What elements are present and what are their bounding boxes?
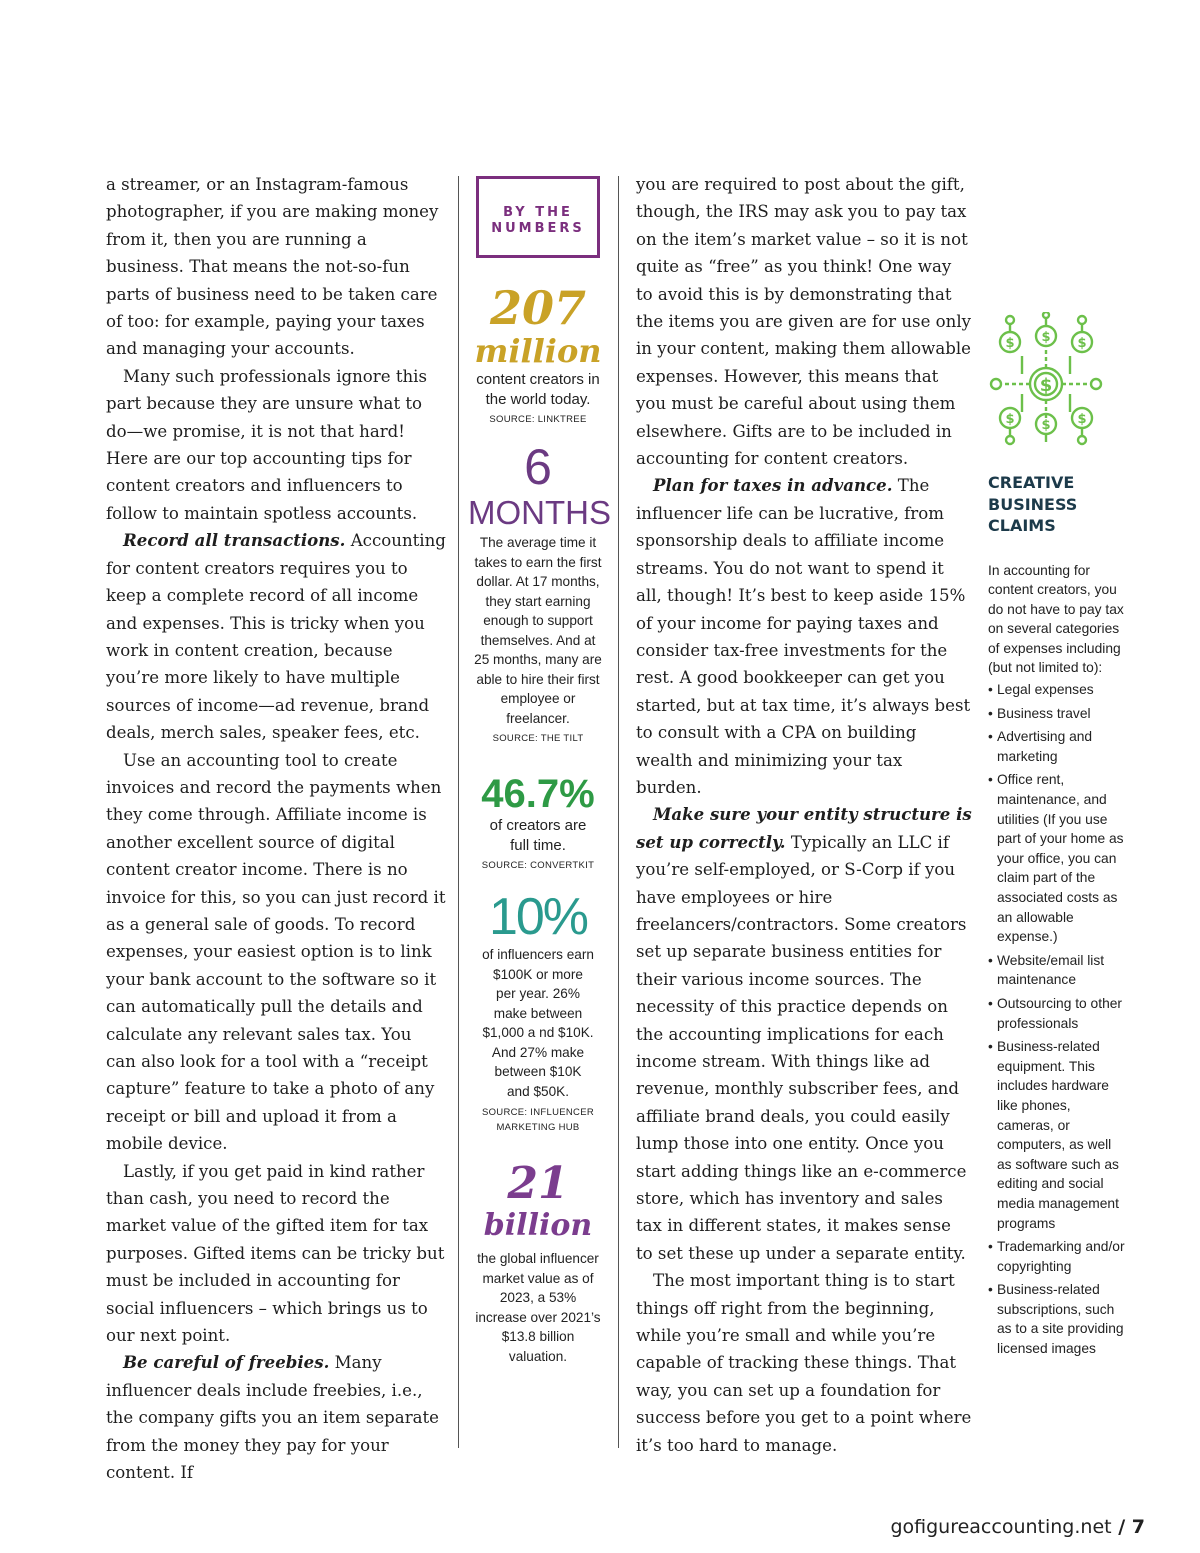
stat-number: 6 bbox=[524, 439, 552, 495]
sidebar-intro: In accounting for content creators, you do not have to pay tax on several categories of expenses including (but not limited to): bbox=[988, 562, 1124, 676]
stat-block bbox=[468, 281, 608, 427]
stat-description: content creators in the world today. bbox=[476, 371, 600, 408]
list-item: • Business-related subscriptions, such as to a site providing licensed images bbox=[988, 1280, 1128, 1358]
stat-description: The average time it takes to earn the first dollar. At 17 months, they start earning enough to support themselves. And at 25 months, many are able to hire their first employee or freelancer. bbox=[474, 535, 602, 726]
stat-number: 46.7% bbox=[481, 772, 595, 816]
by-the-numbers-sidebar bbox=[468, 176, 611, 1366]
svg-text:$: $ bbox=[1041, 418, 1051, 433]
heading-line: NUMBERS bbox=[491, 221, 585, 236]
paragraph bbox=[106, 527, 446, 746]
list-item: • Trademarking and/or copyrighting bbox=[988, 1237, 1128, 1276]
stat-description: the global influencer market value as of 2023, a 53% increase over 2021’s $13.8 billion valuation. bbox=[475, 1251, 601, 1364]
stat-block bbox=[468, 772, 608, 873]
paragraph: Use an accounting tool to create invoices and record the payments when they come through. Affiliate income is another excellent source of digital content creator income. There is no invoice for this, so you can just record it as a general sale of goods. To record expenses, your easiest option is to link your bank account to the software so it can automatically pull the details and calculate any relevant sales tax. You can also look for a tool with a “receipt capture” feature to take a photo of any receipt or bill and upload it from a mobile device. bbox=[106, 750, 446, 1154]
paragraph-lead: Plan for taxes in advance. bbox=[653, 475, 893, 496]
stat-block bbox=[468, 889, 608, 1135]
paragraph-body: Many influencer deals include freebies, i.e., the company gifts you an item separate from the money they pay for your content. If bbox=[106, 1353, 440, 1483]
paragraph-lead: Record all transactions. bbox=[123, 530, 346, 551]
stat-number: 207 bbox=[489, 281, 587, 335]
left-column bbox=[106, 171, 446, 1487]
paragraph-body: The influencer life can be lucrative, from sponsorship deals to affiliate income streams. You do not want to spend it all, though! It’s best to keep aside 15% of your income for paying taxes and consider tax-free investments for the rest. A good bookkeeper can get you started, but at tax time, it’s always best to consult with a CPA on building wealth and minimizing your tax burden. bbox=[636, 476, 971, 797]
svg-text:$: $ bbox=[1039, 375, 1053, 396]
paragraph bbox=[636, 801, 972, 1267]
paragraph bbox=[106, 1349, 446, 1486]
stat-unit: MONTHS bbox=[468, 494, 611, 531]
creative-business-claims bbox=[988, 312, 1128, 1363]
svg-text:$: $ bbox=[1077, 336, 1087, 351]
paragraph: The most important thing is to start things off right from the beginning, while you’re small and while you’re capable of tracking these things. That way, you can set up a foundation for success before you get to a point where it’s too hard to manage. bbox=[636, 1271, 972, 1455]
paragraph: you are required to post about the gift, though, the IRS may ask you to pay tax on the item’s market value – so it is not quite as “free” as you think! One way to avoid this is by demonstrating that the items you are given are for use only in your content, making them allowable expenses. However, this means that you must be careful about using them elsewhere. Gifts are to be included in accounting for content creators. bbox=[636, 175, 972, 469]
claims-list bbox=[988, 680, 1128, 1359]
stat-block bbox=[468, 1158, 608, 1366]
paragraph: Lastly, if you get paid in kind rather than cash, you need to record the market value of the gifted item for tax purposes. Gifted items can be tricky but must be included in accounting for social influencers – which brings us to our next point. bbox=[106, 1161, 445, 1346]
paragraph: Many such professionals ignore this part because they are unsure what to do—we promise, it is not that hard! Here are our top accounting tips for content creators and influencers to follow to maintain spotless accounts. bbox=[106, 366, 428, 523]
footer-site: gofigureaccounting.net bbox=[890, 1516, 1112, 1538]
svg-text:$: $ bbox=[1077, 412, 1087, 427]
paragraph-body: Accounting for content creators requires you to keep a complete record of all income and expenses. This is tricky when you work in content creation, because you’re more likely to have multiple sources of income—ad revenue, brand deals, merch sales, speaker fees, etc. bbox=[106, 531, 446, 743]
list-item: • Legal expenses bbox=[988, 680, 1128, 700]
page-footer bbox=[890, 1516, 1145, 1538]
page-number: 7 bbox=[1131, 1516, 1145, 1538]
stat-block bbox=[468, 439, 611, 746]
svg-text:$: $ bbox=[1005, 336, 1015, 351]
heading-line: BY THE bbox=[503, 205, 573, 220]
stat-unit: million bbox=[474, 332, 602, 370]
by-the-numbers-heading bbox=[476, 176, 600, 258]
list-item: • Business travel bbox=[988, 704, 1128, 724]
paragraph-body: Typically an LLC if you’re self-employed, or S-Corp if you have employees or hire freelancers/contractors. Some creators set up separate business entities for their various income sources. The necessity of this practice depends on the accounting implications for each income stream. With things like ad revenue, monthly subscriber fees, and affiliate brand deals, you could easily lump those into one entity. Once you start adding things like an e-commerce store, which has inventory and sales tax in different states, it makes sense to set these up under a separate entity. bbox=[636, 832, 967, 1263]
list-item: • Outsourcing to other professionals bbox=[988, 994, 1128, 1033]
stat-number: 10% bbox=[488, 888, 588, 946]
column-divider bbox=[618, 176, 619, 1448]
stat-unit: billion bbox=[483, 1208, 593, 1243]
money-network-icon bbox=[982, 312, 1114, 446]
list-item: • Business-related equipment. This includes hardware like phones, cameras, or computers, as well as software such as editing and social media management programs bbox=[988, 1037, 1128, 1233]
list-item: • Website/email list maintenance bbox=[988, 951, 1128, 990]
stat-source: SOURCE: THE TILT bbox=[492, 733, 584, 744]
stat-description: of influencers earn $100K or more per year. 26% make between $1,000 a nd $10K. And 27% make between $10K and $50K. bbox=[482, 947, 594, 1099]
stat-number: 21 bbox=[507, 1158, 569, 1209]
paragraph-lead: Be careful of freebies. bbox=[123, 1352, 330, 1373]
svg-text:$: $ bbox=[1005, 412, 1015, 427]
stat-source: SOURCE: INFLUENCER MARKETING HUB bbox=[481, 1107, 595, 1133]
svg-text:$: $ bbox=[1041, 330, 1051, 345]
paragraph bbox=[636, 472, 972, 801]
list-item: • Office rent, maintenance, and utilities (If you use part of your home as your office, you can claim part of the associated costs as an allowable expense.) bbox=[988, 770, 1128, 946]
column-divider bbox=[458, 176, 459, 1448]
stat-source: SOURCE: LINKTREE bbox=[489, 414, 587, 425]
list-item: • Advertising and marketing bbox=[988, 727, 1128, 766]
footer-separator: / bbox=[1111, 1516, 1132, 1538]
sidebar-title: CREATIVE BUSINESS CLAIMS bbox=[988, 473, 1078, 535]
paragraph: a streamer, or an Instagram-famous photographer, if you are making money from it, then you are running a business. That means the not-so-fun parts of business need to be taken care of too: for example, paying your taxes and managing your accounts. bbox=[106, 175, 439, 359]
paragraph-lead: Make sure your entity structure is set up correctly. bbox=[636, 804, 972, 852]
middle-column bbox=[636, 171, 972, 1459]
stat-source: SOURCE: CONVERTKIT bbox=[481, 860, 595, 871]
stat-description: of creators are full time. bbox=[489, 817, 587, 854]
